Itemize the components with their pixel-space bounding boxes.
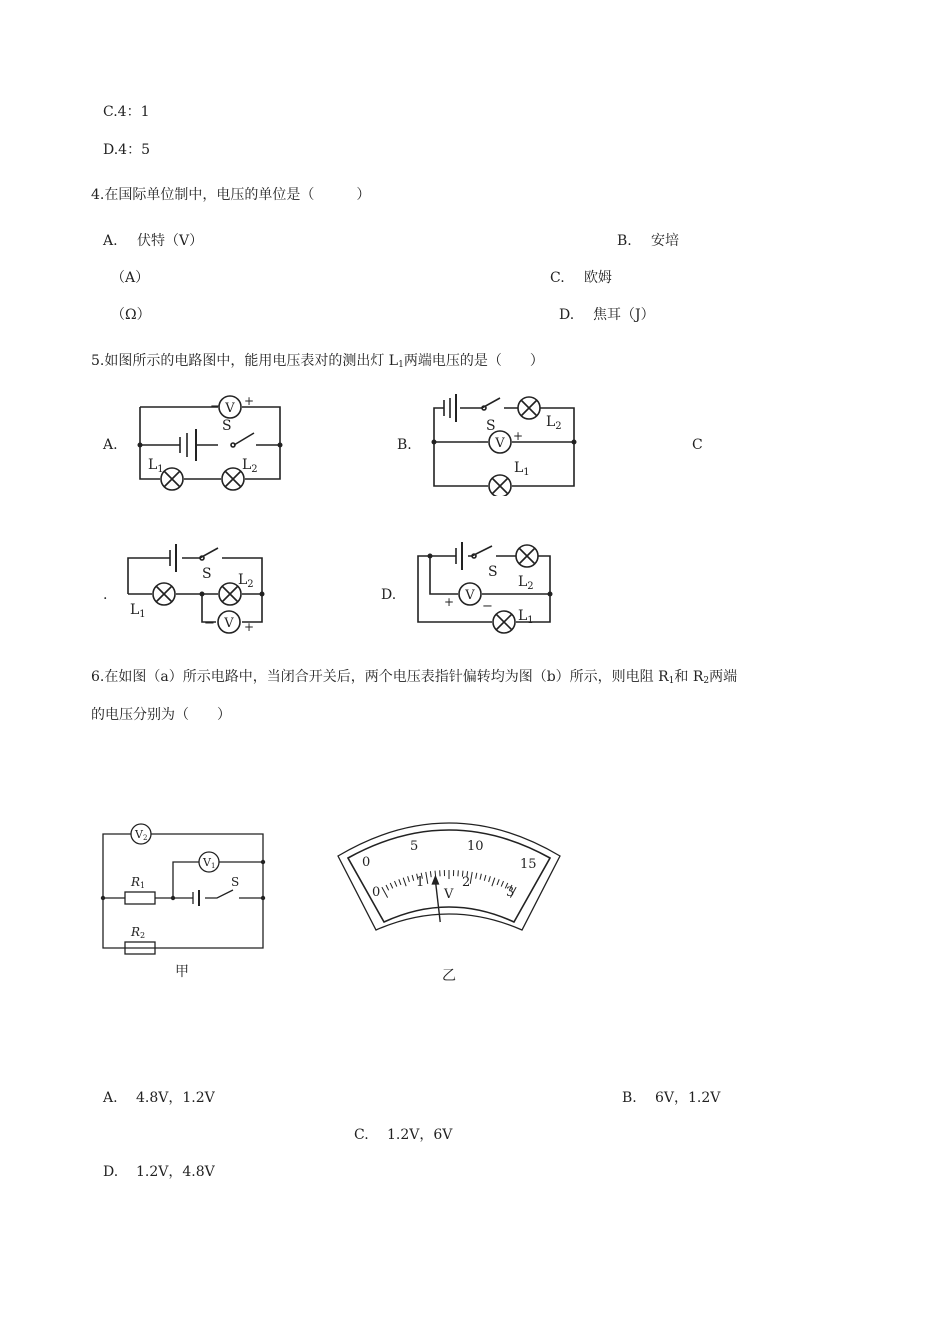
q6-stem-line2: 的电压分别为（ ）: [91, 707, 231, 723]
voltmeter1-symbol: V1: [203, 856, 216, 870]
q5-label-b: B.: [397, 437, 412, 453]
dial-tick: [426, 872, 428, 884]
q4-option-b-letter: B.: [617, 233, 632, 249]
q6-option-c-letter: C.: [354, 1127, 369, 1143]
lower-scale-3: 3: [506, 885, 515, 900]
plus-terminal: +: [244, 394, 255, 408]
q6-option-c-text: 1.2V，6V: [387, 1127, 453, 1143]
lamp1-label: $L_1$: [514, 460, 530, 478]
circuit-a-diagram: [130, 393, 290, 493]
lamp2-label: $L_2$: [518, 574, 534, 592]
q4-option-b-unit: （A）: [111, 270, 150, 286]
lower-scale-1: 1: [416, 875, 425, 890]
q3-option-d: D.4：5: [103, 142, 150, 158]
lamp2-label: $L_2$: [238, 572, 254, 590]
dial-tick: [501, 881, 503, 887]
q6-option-b-letter: B.: [622, 1090, 637, 1106]
plus-terminal: +: [513, 429, 524, 443]
dial-tick: [470, 872, 472, 884]
q6-option-a-letter: A.: [103, 1090, 118, 1106]
minus-terminal: −: [476, 435, 487, 450]
lamp1-label: $L_1$: [518, 608, 534, 626]
upper-scale-5: 5: [410, 839, 419, 854]
switch-label: S: [202, 566, 212, 582]
lamp1-label: $L_1$: [130, 602, 146, 620]
dial-tick: [430, 871, 431, 877]
q5-label-c: C: [692, 437, 703, 453]
q4-stem: 4.在国际单位制中，电压的单位是（ ）: [91, 187, 371, 203]
dial-tick: [386, 885, 389, 890]
q4-option-c-letter: C.: [550, 270, 565, 286]
q4-option-c-text: 欧姆: [584, 270, 612, 286]
dial-tick: [394, 881, 396, 887]
dial-tick: [489, 876, 491, 882]
lower-scale-0: 0: [372, 885, 381, 900]
circuit-c-diagram: [122, 540, 272, 636]
q6-option-a-text: 4.8V，1.2V: [136, 1090, 215, 1106]
dial-tick: [382, 887, 388, 898]
dial-tick: [476, 873, 477, 879]
lamp2-label: $L_2$: [242, 457, 258, 475]
upper-scale-0: 0: [362, 855, 371, 870]
meter-unit: V: [444, 887, 454, 902]
meter-needle-head: [431, 875, 439, 885]
q4-option-d-letter: D.: [559, 307, 575, 323]
upper-scale-10: 10: [467, 839, 484, 854]
dial-tick: [497, 879, 499, 885]
q5-label-c-dot: .: [103, 587, 108, 603]
q5-label-a: A.: [103, 437, 118, 453]
voltmeter-dial: [334, 820, 564, 986]
voltmeter-symbol: V: [465, 588, 475, 603]
dial-tick: [390, 883, 393, 888]
circuit-b-diagram: [426, 390, 586, 496]
q6-option-d-text: 1.2V，4.8V: [136, 1164, 215, 1180]
dial-tick: [403, 878, 406, 887]
voltmeter2-symbol: V2: [135, 828, 148, 842]
q5-label-d: D.: [381, 587, 397, 603]
q4-option-c-unit: （Ω）: [111, 307, 151, 323]
voltmeter-symbol: V: [225, 401, 235, 416]
q4-option-d-text: 焦耳（J）: [593, 307, 655, 323]
r2-label: R2: [131, 925, 146, 940]
fig-b-caption: 乙: [442, 968, 456, 984]
dial-tick: [408, 876, 410, 882]
dial-tick: [412, 875, 414, 881]
minus-terminal: −: [204, 616, 215, 631]
voltmeter-symbol: V: [495, 436, 505, 451]
q6-circuit-diagram: [95, 818, 275, 982]
dial-tick: [480, 874, 481, 880]
q3-option-c: C.4：1: [103, 104, 150, 120]
dial-tick: [484, 875, 486, 881]
q6-option-b-text: 6V，1.2V: [655, 1090, 721, 1106]
minus-terminal: −: [210, 399, 221, 414]
plus-terminal: +: [444, 595, 455, 609]
dial-tick: [492, 878, 495, 887]
voltmeter-symbol: V: [224, 616, 234, 631]
lamp2-label: $L_2$: [546, 414, 562, 432]
lower-scale-2: 2: [462, 875, 471, 890]
switch-label: S: [231, 875, 240, 889]
plus-terminal: +: [244, 620, 255, 634]
q4-option-a-text: 伏特（V）: [137, 233, 204, 249]
meter-needle: [435, 881, 440, 922]
q4-option-a-letter: A.: [103, 233, 118, 249]
q4-option-b-text: 安培: [651, 233, 679, 249]
r1-label: R1: [131, 875, 146, 890]
q6-stem-line1: 6.在如图（a）所示电路中，当闭合开关后，两个电压表指针偏转均为图（b）所示，则电阻 $R_1$和 $R_2$两端: [91, 669, 738, 686]
dial-tick: [399, 879, 401, 885]
q5-stem: 5.如图所示的电路图中，能用电压表对的测出灯 $L_1$两端电压的是（ ）: [91, 353, 544, 370]
switch-label: S: [486, 418, 496, 434]
lamp1-label: $L_1$: [148, 457, 164, 475]
minus-terminal: −: [482, 599, 493, 614]
fig-a-caption: 甲: [175, 964, 189, 980]
switch-label: S: [488, 564, 498, 580]
upper-scale-15: 15: [520, 857, 537, 872]
circuit-d-diagram: [410, 538, 560, 638]
switch-label: S: [222, 418, 232, 434]
q6-option-d-letter: D.: [103, 1164, 119, 1180]
